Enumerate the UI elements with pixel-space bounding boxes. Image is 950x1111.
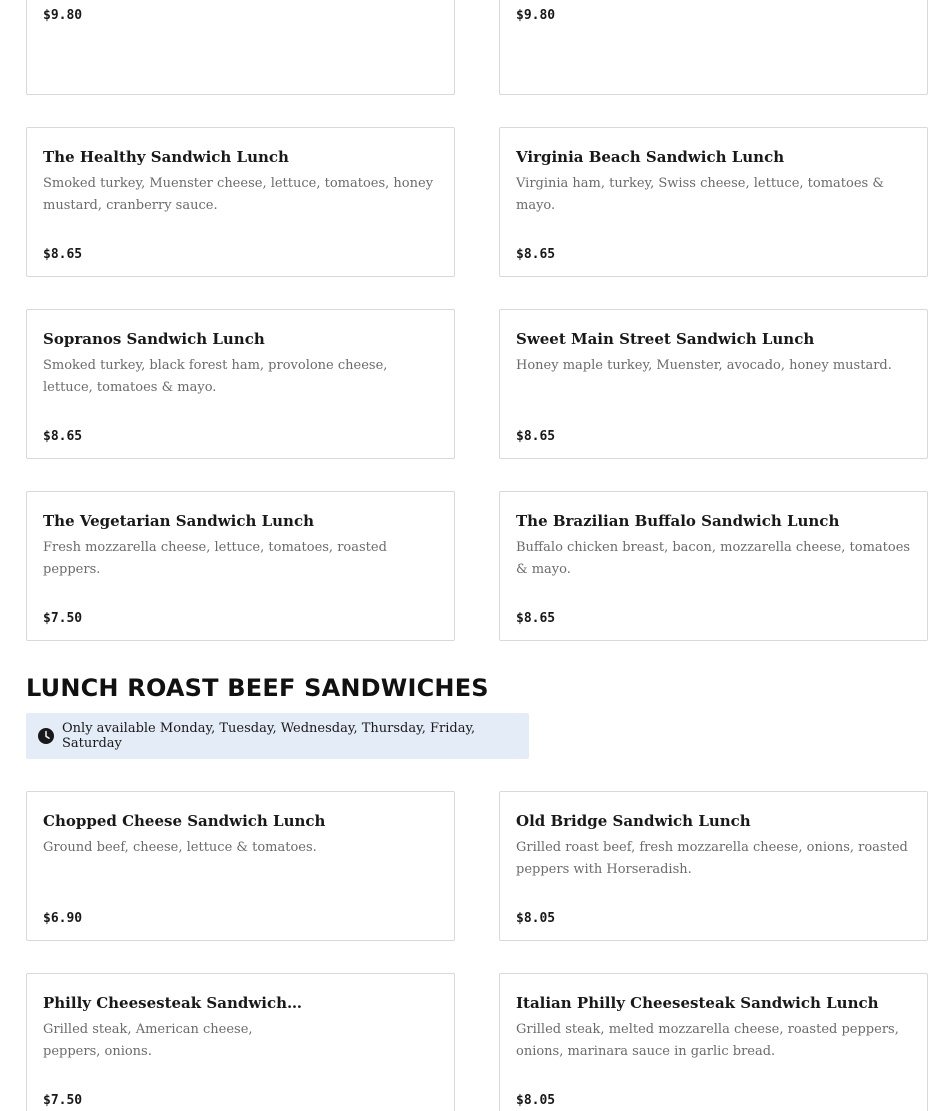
menu-item-name: Italian Philly Cheesesteak Sandwich Lunch	[516, 994, 879, 1012]
menu-item-price: $8.65	[43, 429, 83, 444]
menu-item-price: $9.80	[516, 8, 556, 23]
menu-item-price: $6.90	[43, 911, 83, 926]
menu-item-description: Smoked turkey, black forest ham, provolone cheese, lettuce, tomatoes & mayo.	[43, 358, 388, 395]
menu-item-price: $7.50	[43, 611, 83, 626]
menu-item-description: Grilled steak, melted mozzarella cheese, roasted peppers, onions, marinara sauce in garlic bread.	[516, 1022, 899, 1059]
menu-item-price: $8.65	[516, 611, 556, 626]
menu-item-card[interactable]	[499, 309, 928, 459]
menu-item-price: $8.65	[43, 247, 83, 262]
menu-item-name: Virginia Beach Sandwich Lunch	[516, 148, 785, 166]
menu-item-card[interactable]	[499, 0, 928, 95]
menu-item-price: $8.65	[516, 247, 556, 262]
menu-item-description: Grilled roast beef, fresh mozzarella cheese, onions, roasted peppers with Horseradish.	[516, 840, 908, 877]
menu-item-description: Honey maple turkey, Muenster, avocado, honey mustard.	[516, 358, 892, 373]
menu-item-card[interactable]	[26, 127, 455, 277]
menu-item-name: Sopranos Sandwich Lunch	[43, 330, 265, 348]
clock-icon	[38, 728, 54, 744]
menu-item-name: Sweet Main Street Sandwich Lunch	[516, 330, 815, 348]
menu-item-price: $8.05	[516, 911, 556, 926]
menu-item-card[interactable]	[26, 0, 455, 95]
menu-item-card[interactable]	[26, 491, 455, 641]
menu-item-name: Philly Cheesesteak Sandwich…	[43, 994, 302, 1012]
menu-item-description: Smoked turkey, Muenster cheese, lettuce, tomatoes, honey mustard, cranberry sauce.	[43, 176, 434, 213]
menu-item-price: $8.05	[516, 1093, 556, 1108]
menu-item-name: Chopped Cheese Sandwich Lunch	[43, 812, 326, 830]
menu-item-card[interactable]	[26, 791, 455, 941]
menu-item-description: Grilled steak, American cheese, peppers, onions.	[43, 1022, 253, 1059]
availability-notice	[26, 713, 529, 759]
menu-item-description: Ground beef, cheese, lettuce & tomatoes.	[43, 840, 317, 855]
menu-item-description: Buffalo chicken breast, bacon, mozzarella cheese, tomatoes & mayo.	[516, 540, 911, 577]
menu-item-description: Fresh mozzarella cheese, lettuce, tomatoes, roasted peppers.	[43, 540, 387, 577]
menu-item-name: The Vegetarian Sandwich Lunch	[43, 512, 314, 530]
menu-item-price: $7.50	[43, 1093, 83, 1108]
menu-item-card[interactable]	[499, 491, 928, 641]
menu-item-card[interactable]	[499, 127, 928, 277]
menu-item-price: $9.80	[43, 8, 83, 23]
menu-item-card[interactable]	[26, 309, 455, 459]
menu-item-card[interactable]	[499, 973, 928, 1111]
menu-item-name: The Brazilian Buffalo Sandwich Lunch	[516, 512, 840, 530]
menu-item-card[interactable]	[26, 973, 455, 1111]
section-title: LUNCH ROAST BEEF SANDWICHES	[26, 674, 489, 702]
menu-item-name: The Healthy Sandwich Lunch	[43, 148, 289, 166]
availability-text: Only available Monday, Tuesday, Wednesday, Thursday, Friday, Saturday	[62, 721, 476, 751]
menu-item-price: $8.65	[516, 429, 556, 444]
menu-item-name: Old Bridge Sandwich Lunch	[516, 812, 751, 830]
menu-item-card[interactable]	[499, 791, 928, 941]
menu-item-description: Virginia ham, turkey, Swiss cheese, lettuce, tomatoes & mayo.	[516, 176, 884, 213]
